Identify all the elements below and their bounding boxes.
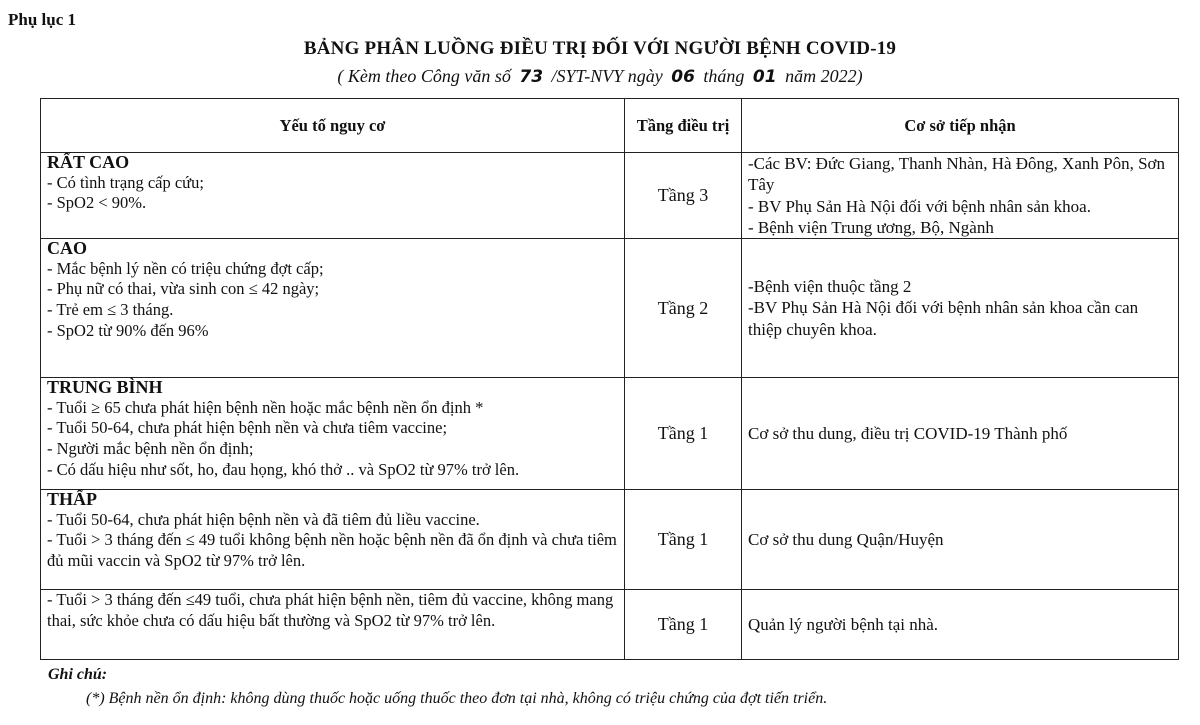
risk-factor: - Tuổi 50-64, chưa phát hiện bệnh nền và đã tiêm đủ liều vaccine. bbox=[47, 509, 480, 529]
header-treatment-tier: Tầng điều trị bbox=[625, 99, 742, 153]
doc-month: 01 bbox=[752, 67, 777, 87]
note-title: Ghi chú: bbox=[48, 666, 108, 683]
table-row bbox=[41, 153, 1179, 239]
facility-line: Cơ sở thu dung Quận/Huyện bbox=[748, 529, 944, 549]
facility-line: Quản lý người bệnh tại nhà. bbox=[748, 614, 939, 634]
risk-factors-cell bbox=[41, 378, 625, 490]
facility-line: - BV Phụ Sản Hà Nội đối với bệnh nhân sản khoa. bbox=[748, 196, 1091, 216]
risk-factors-cell bbox=[41, 590, 625, 660]
risk-factor: - Tuổi 50-64, chưa phát hiện bệnh nền và chưa tiêm vaccine; bbox=[47, 418, 448, 438]
risk-factor: - Có dấu hiệu như sốt, ho, đau họng, khó thở .. và SpO2 từ 97% trở lên. bbox=[47, 459, 520, 479]
receiving-facility-cell bbox=[742, 239, 1179, 378]
treatment-tier: Tầng 1 bbox=[625, 490, 742, 590]
document-title: BẢNG PHÂN LUỒNG ĐIỀU TRỊ ĐỐI VỚI NGƯỜI BỆNH COVID-19 bbox=[303, 38, 897, 59]
risk-factor: - SpO2 từ 90% đến 96% bbox=[47, 320, 209, 340]
risk-factors-cell bbox=[41, 239, 625, 378]
risk-level: THẤP bbox=[47, 489, 98, 509]
facility-line: -Các BV: Đức Giang, Thanh Nhàn, Hà Đông, Xanh Pôn, Sơn Tây bbox=[748, 154, 1166, 195]
table-header-row bbox=[41, 99, 1179, 153]
doc-day: 06 bbox=[671, 67, 695, 87]
risk-factor: - Người mắc bệnh nền ổn định; bbox=[47, 439, 254, 459]
facility-line: - Bệnh viện Trung ương, Bộ, Ngành bbox=[748, 217, 994, 237]
risk-factor: - Trẻ em ≤ 3 tháng. bbox=[47, 300, 174, 320]
subtitle-month-label: tháng bbox=[703, 66, 745, 86]
doc-number: 73 bbox=[519, 67, 544, 87]
risk-factor: - Tuổi > 3 tháng đến ≤ 49 tuổi không bệnh nền hoặc bệnh nền đã ổn định và chưa tiêm đủ mũi vaccin và SpO2 từ 97% trở lên. bbox=[47, 530, 617, 571]
subtitle-prefix: ( Kèm theo Công văn số bbox=[337, 66, 511, 86]
facility-line: Cơ sở thu dung, điều trị COVID-19 Thành phố bbox=[748, 423, 1068, 443]
risk-factors-cell bbox=[41, 153, 625, 239]
treatment-tier: Tầng 2 bbox=[625, 239, 742, 378]
facility-line: -BV Phụ Sản Hà Nội đối với bệnh nhân sản khoa cần can thiệp chuyên khoa. bbox=[748, 298, 1139, 339]
treatment-tier: Tầng 3 bbox=[625, 153, 742, 239]
risk-factor: - Tuổi > 3 tháng đến ≤49 tuổi, chưa phát hiện bệnh nền, tiêm đủ vaccine, không mang thai, sức khỏe chưa có dấu hiệu bất thường và SpO2 từ 97% trở lên. bbox=[47, 590, 614, 630]
subtitle-mid: /SYT-NVY ngày bbox=[551, 66, 663, 86]
header-receiving-facility: Cơ sở tiếp nhận bbox=[742, 99, 1179, 153]
receiving-facility-cell bbox=[742, 590, 1179, 660]
appendix-label: Phụ lục 1 bbox=[8, 10, 77, 29]
risk-level: TRUNG BÌNH bbox=[47, 377, 163, 397]
risk-factor: - Có tình trạng cấp cứu; bbox=[47, 172, 204, 192]
header-risk-factors: Yếu tố nguy cơ bbox=[41, 99, 625, 153]
table-row bbox=[41, 490, 1179, 590]
risk-factors-cell bbox=[41, 490, 625, 590]
risk-level: RẤT CAO bbox=[47, 152, 130, 172]
receiving-facility-cell bbox=[742, 378, 1179, 490]
note-text: (*) Bệnh nền ổn định: không dùng thuốc hoặc uống thuốc theo đơn tại nhà, không có triệu chứng của đợt tiến triển. bbox=[86, 690, 828, 707]
table-row bbox=[41, 378, 1179, 490]
risk-factor: - Tuổi ≥ 65 chưa phát hiện bệnh nền hoặc mắc bệnh nền ổn định * bbox=[47, 397, 484, 417]
risk-factor: - Phụ nữ có thai, vừa sinh con ≤ 42 ngày; bbox=[47, 279, 320, 299]
subtitle-suffix: năm 2022) bbox=[785, 66, 863, 86]
table-row bbox=[41, 590, 1179, 660]
table-row bbox=[41, 239, 1179, 378]
triage-table bbox=[40, 98, 1179, 660]
risk-factor: - Mắc bệnh lý nền có triệu chứng đợt cấp; bbox=[47, 258, 324, 278]
risk-level: CAO bbox=[47, 238, 87, 258]
risk-factor: - SpO2 < 90%. bbox=[47, 193, 147, 213]
receiving-facility-cell bbox=[742, 153, 1179, 239]
treatment-tier: Tầng 1 bbox=[625, 378, 742, 490]
receiving-facility-cell bbox=[742, 490, 1179, 590]
facility-line: -Bệnh viện thuộc tầng 2 bbox=[748, 277, 912, 297]
treatment-tier: Tầng 1 bbox=[625, 590, 742, 660]
document-subtitle bbox=[0, 66, 1200, 87]
